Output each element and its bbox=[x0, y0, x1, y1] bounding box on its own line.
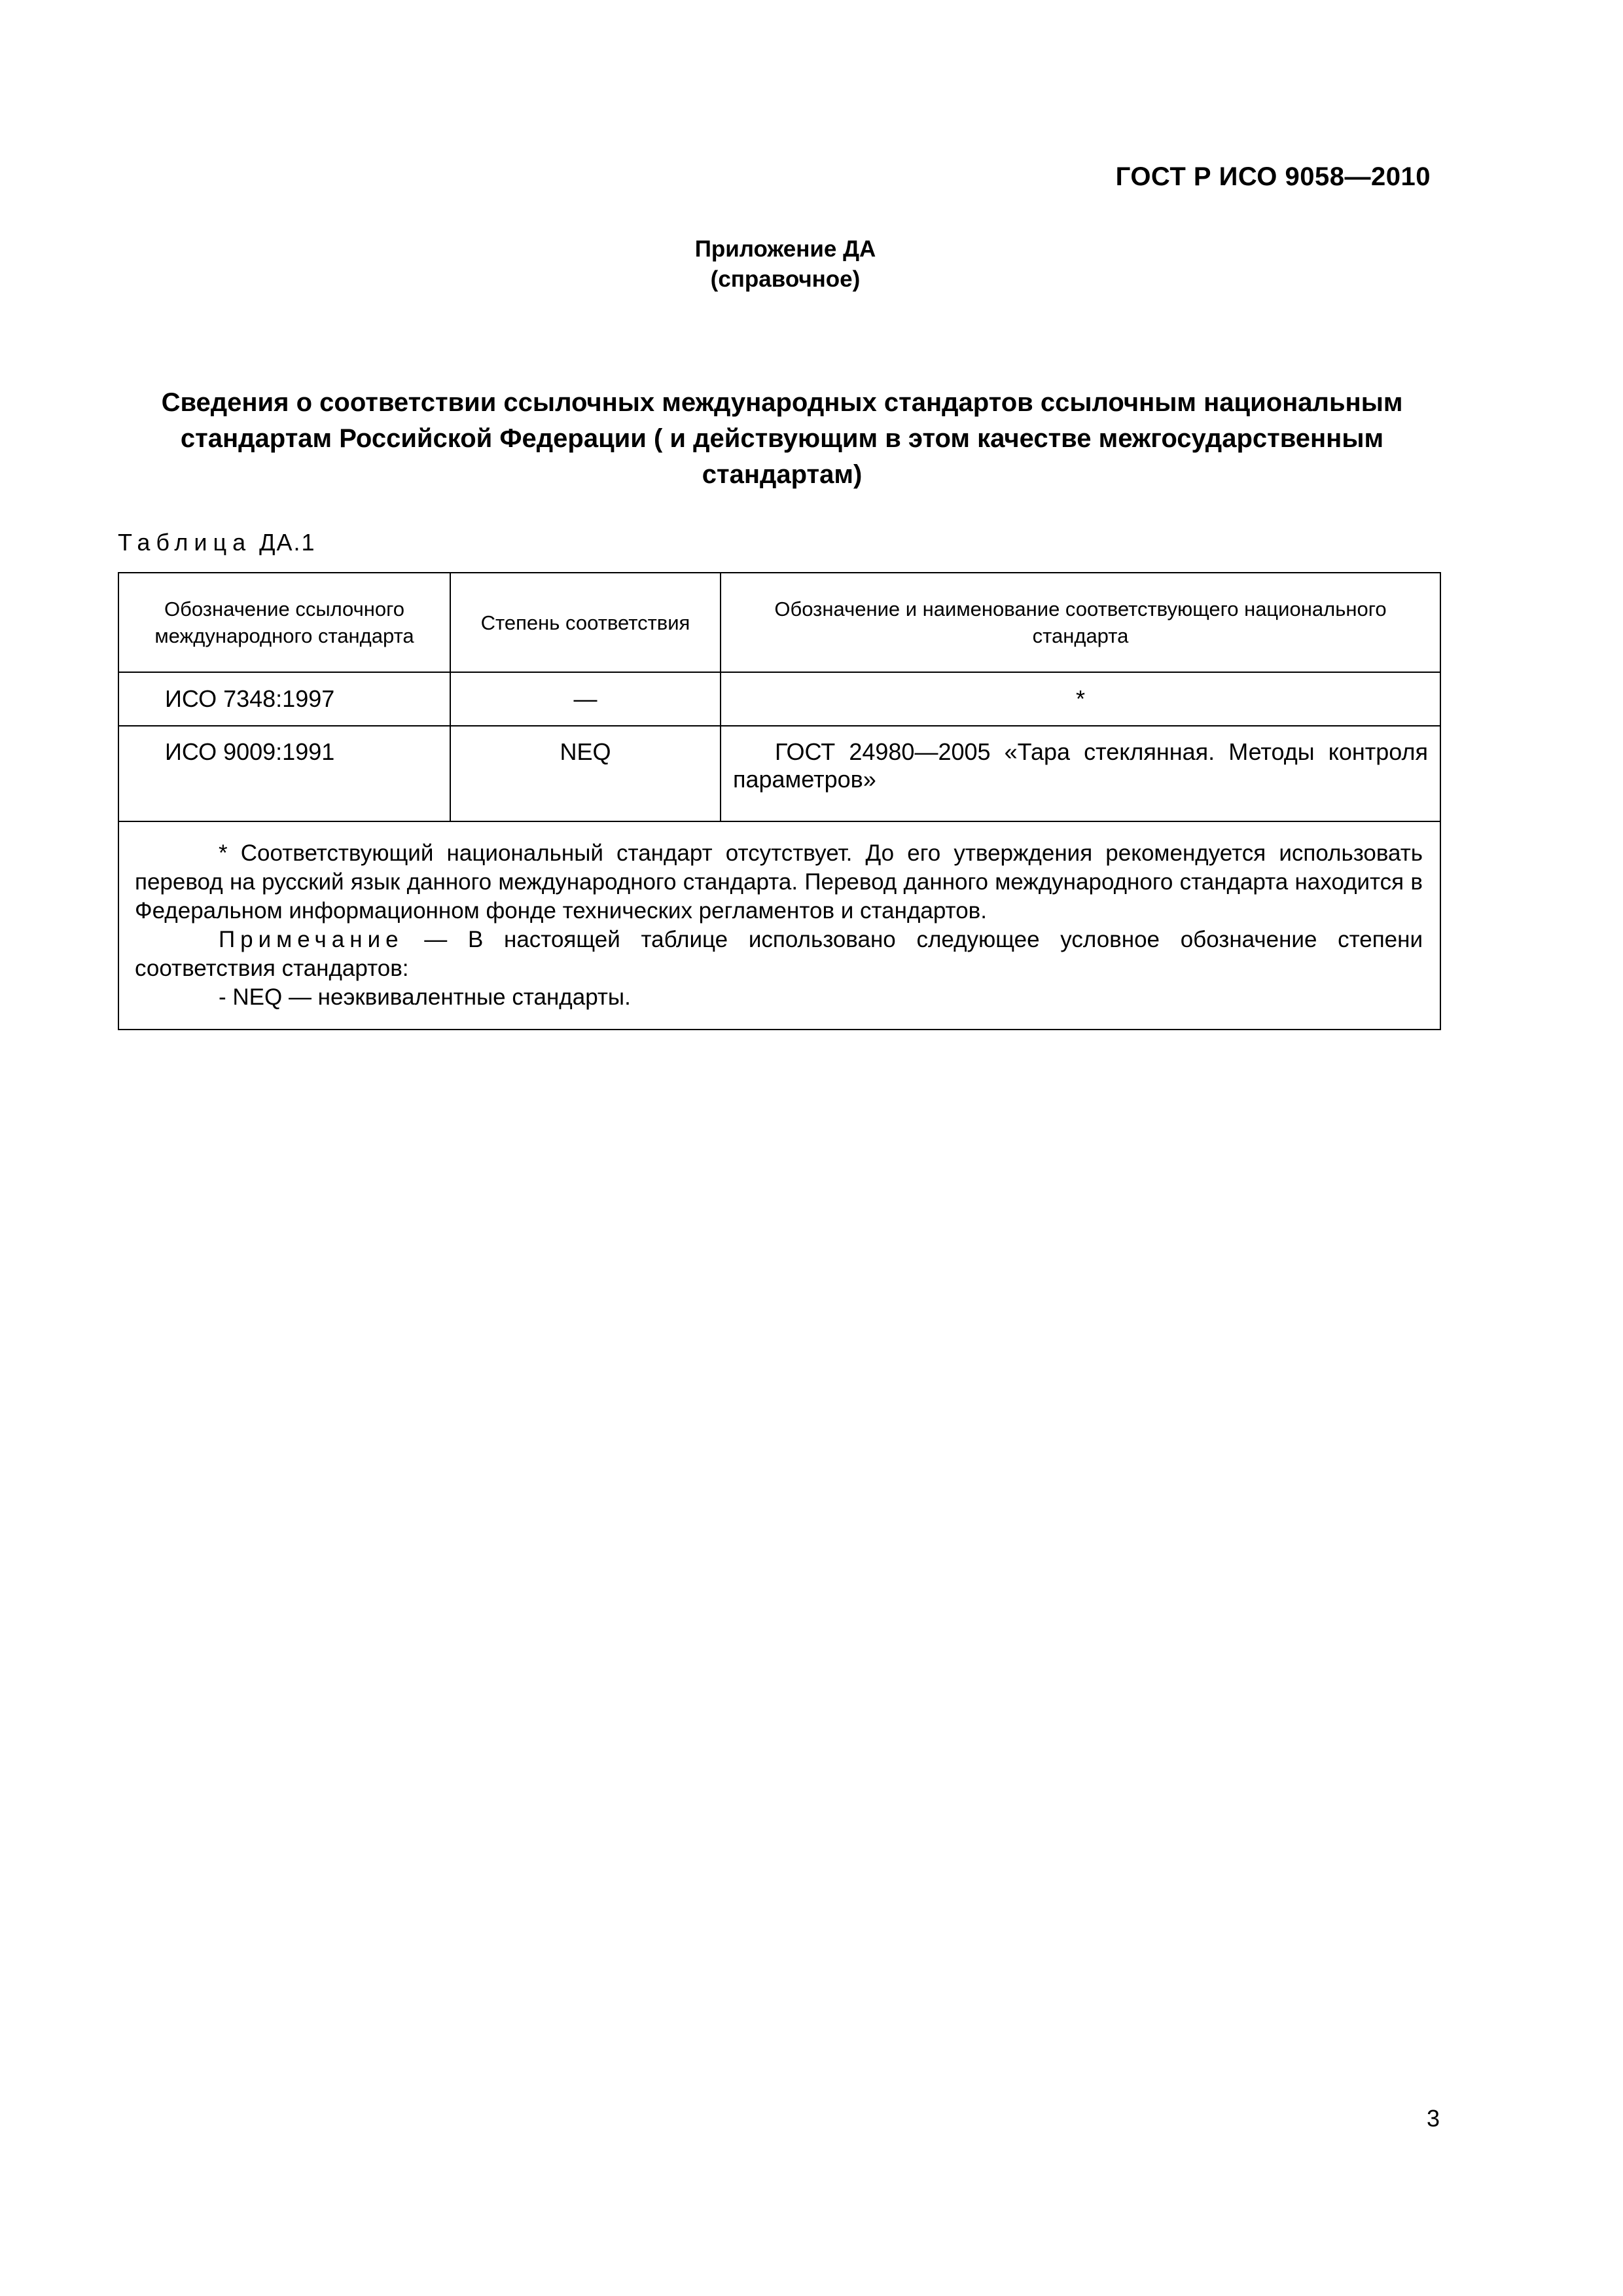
note-label: Примечание bbox=[219, 927, 404, 952]
annex-title: Приложение ДА bbox=[694, 236, 876, 262]
header-degree: Степень соответствия bbox=[450, 573, 721, 672]
table-header-row bbox=[118, 573, 1440, 672]
table-row bbox=[118, 672, 1440, 726]
document-code: ГОСТ Р ИСО 9058—2010 bbox=[1115, 162, 1431, 191]
section-title-line-1: Сведения о соответствии ссылочных международных стандартов ссылочным национальным bbox=[161, 388, 1403, 417]
cell-degree: — bbox=[450, 672, 721, 726]
table-label-id: ДА.1 bbox=[251, 529, 316, 556]
table-footnote-row bbox=[118, 821, 1440, 1030]
cell-intl: ИСО 9009:1991 bbox=[118, 726, 450, 821]
table-row bbox=[118, 726, 1440, 821]
header-intl-standard: Обозначение ссылочного международного стандарта bbox=[118, 573, 450, 672]
cell-national-text: ГОСТ 24980—2005 «Тара стеклянная. Методы контроля параметров» bbox=[733, 738, 1428, 793]
footnote-text: * Соответствующий национальный стандарт отсутствует. До его утверждения рекомендуется использовать перевод на русский язык данного международного стандарта. Перевод данного международного стандарта находится в Федеральном информационном фонде технических регламентов и стандартов. bbox=[135, 840, 1423, 924]
annex-type: (справочное) bbox=[710, 266, 861, 292]
table-label-word: Таблица bbox=[118, 529, 252, 556]
annex-heading bbox=[0, 234, 1571, 295]
note-paragraph bbox=[135, 925, 1423, 983]
section-title-line-3: стандартам) bbox=[702, 460, 863, 489]
cell-intl: ИСО 7348:1997 bbox=[118, 672, 450, 726]
table-footnote bbox=[118, 821, 1440, 1030]
header-national-standard: Обозначение и наименование соответствующего национального стандарта bbox=[721, 573, 1440, 672]
cell-degree: NEQ bbox=[450, 726, 721, 821]
cell-national bbox=[721, 726, 1440, 821]
table-label bbox=[118, 529, 316, 556]
page-number: 3 bbox=[1426, 2105, 1440, 2132]
note-text: — В настоящей таблице использовано следующее условное обозначение степени соответствия стандартов: bbox=[135, 927, 1423, 981]
cell-national: * bbox=[721, 672, 1440, 726]
note-item: - NEQ — неэквивалентные стандарты. bbox=[219, 984, 631, 1010]
section-title-line-2: стандартам Российской Федерации ( и действующим в этом качестве межгосударственным bbox=[180, 424, 1384, 453]
correspondence-table bbox=[118, 572, 1440, 1674]
section-title bbox=[118, 385, 1446, 493]
